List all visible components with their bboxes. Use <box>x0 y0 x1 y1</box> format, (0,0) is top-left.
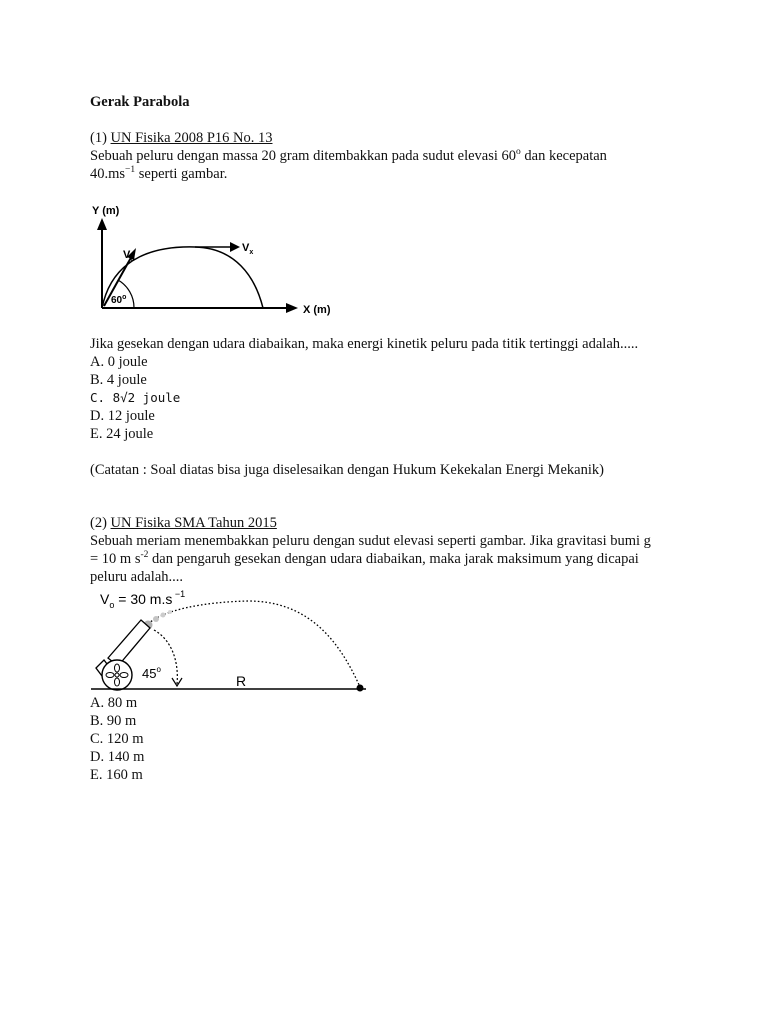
q1-source: UN Fisika 2008 P16 No. 13 <box>110 130 273 146</box>
q1-vx-subscript: x <box>249 249 254 256</box>
q1-line2-post: seperti gambar. <box>135 166 228 182</box>
q1-line2-sup: −1 <box>125 165 136 175</box>
q1-line1-pre: Sebuah peluru dengan massa 20 gram ditembakkan pada sudut elevasi 60 <box>90 148 517 164</box>
q1-vx-symbol: V <box>242 242 250 254</box>
q2-v0-label <box>100 589 185 610</box>
q1-option-a: A. 0 joule <box>90 354 148 370</box>
q2-option-e: E. 160 m <box>90 767 143 783</box>
q1-angle-degree: o <box>122 294 127 301</box>
q1-text-line1 <box>90 147 607 165</box>
q2-range-label: R <box>236 673 247 689</box>
q2-v0-value: = 30 m.s <box>114 591 173 607</box>
q2-angle-arc <box>154 630 177 684</box>
q2-option-c: C. 120 m <box>90 731 144 747</box>
q1-option-d: D. 12 joule <box>90 408 155 424</box>
q2-projectile-trail <box>168 610 172 614</box>
q1-vx-label <box>242 242 253 256</box>
q1-option-c: C. 8√2 joule <box>90 390 181 405</box>
q2-landing-point <box>357 685 364 692</box>
q1-option-b: B. 4 joule <box>90 372 147 388</box>
q1-x-axis-arrow <box>286 303 298 313</box>
q2-line2-post: dan pengaruh gesekan dengan udara diabaikan, maka jarak maksimum yang dicapai <box>148 551 639 567</box>
q1-text-line2 <box>90 165 227 183</box>
q1-note: (Catatan : Soal diatas bisa juga diselesaikan dengan Hukum Kekekalan Energi Mekanik) <box>90 462 604 478</box>
q1-angle-value: 60 <box>111 295 123 306</box>
q2-text-line2 <box>90 550 639 568</box>
q2-line2-sup: -2 <box>140 550 149 560</box>
q1-number: (1) <box>90 130 107 146</box>
q2-option-a: A. 80 m <box>90 695 138 711</box>
q2-angle-degree: o <box>156 665 161 674</box>
q1-v0-symbol: V <box>123 249 131 261</box>
q1-v0-label <box>123 249 135 263</box>
q2-cannon-barrel <box>108 620 150 666</box>
q1-angle-label <box>111 294 126 306</box>
q2-projectile-trail <box>161 613 166 618</box>
q2-angle-value: 45 <box>142 666 157 681</box>
q2-cannon-figure <box>88 588 378 696</box>
q1-x-axis-label: X (m) <box>303 304 331 316</box>
q1-option-e: E. 24 joule <box>90 426 154 442</box>
q2-cannon-wheel <box>102 660 132 690</box>
q2-header <box>90 514 277 532</box>
q2-angle-label <box>142 665 161 681</box>
q1-v0-subscript: o <box>130 256 135 263</box>
q1-question: Jika gesekan dengan udara diabaikan, maka energi kinetik peluru pada titik tertinggi adalah..... <box>90 336 639 352</box>
q1-y-axis-label: Y (m) <box>92 205 120 217</box>
q2-projectile-trail <box>153 616 159 622</box>
q2-trajectory-curve <box>148 601 360 687</box>
q2-v0-unit-sup: −1 <box>172 589 186 599</box>
q2-v0-subscript: o <box>109 600 115 610</box>
document-title: Gerak Parabola <box>90 94 190 110</box>
q2-text-line3: peluru adalah.... <box>90 569 184 585</box>
q2-option-d: D. 140 m <box>90 749 145 765</box>
q2-text-line1: Sebuah meriam menembakkan peluru dengan sudut elevasi seperti gambar. Jika gravitasi bumi g <box>90 533 651 549</box>
q1-header <box>90 129 272 147</box>
q2-number: (2) <box>90 515 107 531</box>
q1-vx-arrow-head <box>230 242 240 252</box>
q1-line1-post: dan kecepatan <box>520 148 607 164</box>
q2-source: UN Fisika SMA Tahun 2015 <box>110 515 277 531</box>
q1-y-axis-arrow <box>97 218 107 230</box>
q1-trajectory-figure <box>85 196 345 326</box>
q2-v0-symbol: V <box>100 591 110 607</box>
q1-line1-deg: o <box>516 147 521 157</box>
q2-line2-pre: = 10 m s <box>90 551 141 567</box>
q1-line2-pre: 40.ms <box>90 166 126 182</box>
q2-option-b: B. 90 m <box>90 713 137 729</box>
